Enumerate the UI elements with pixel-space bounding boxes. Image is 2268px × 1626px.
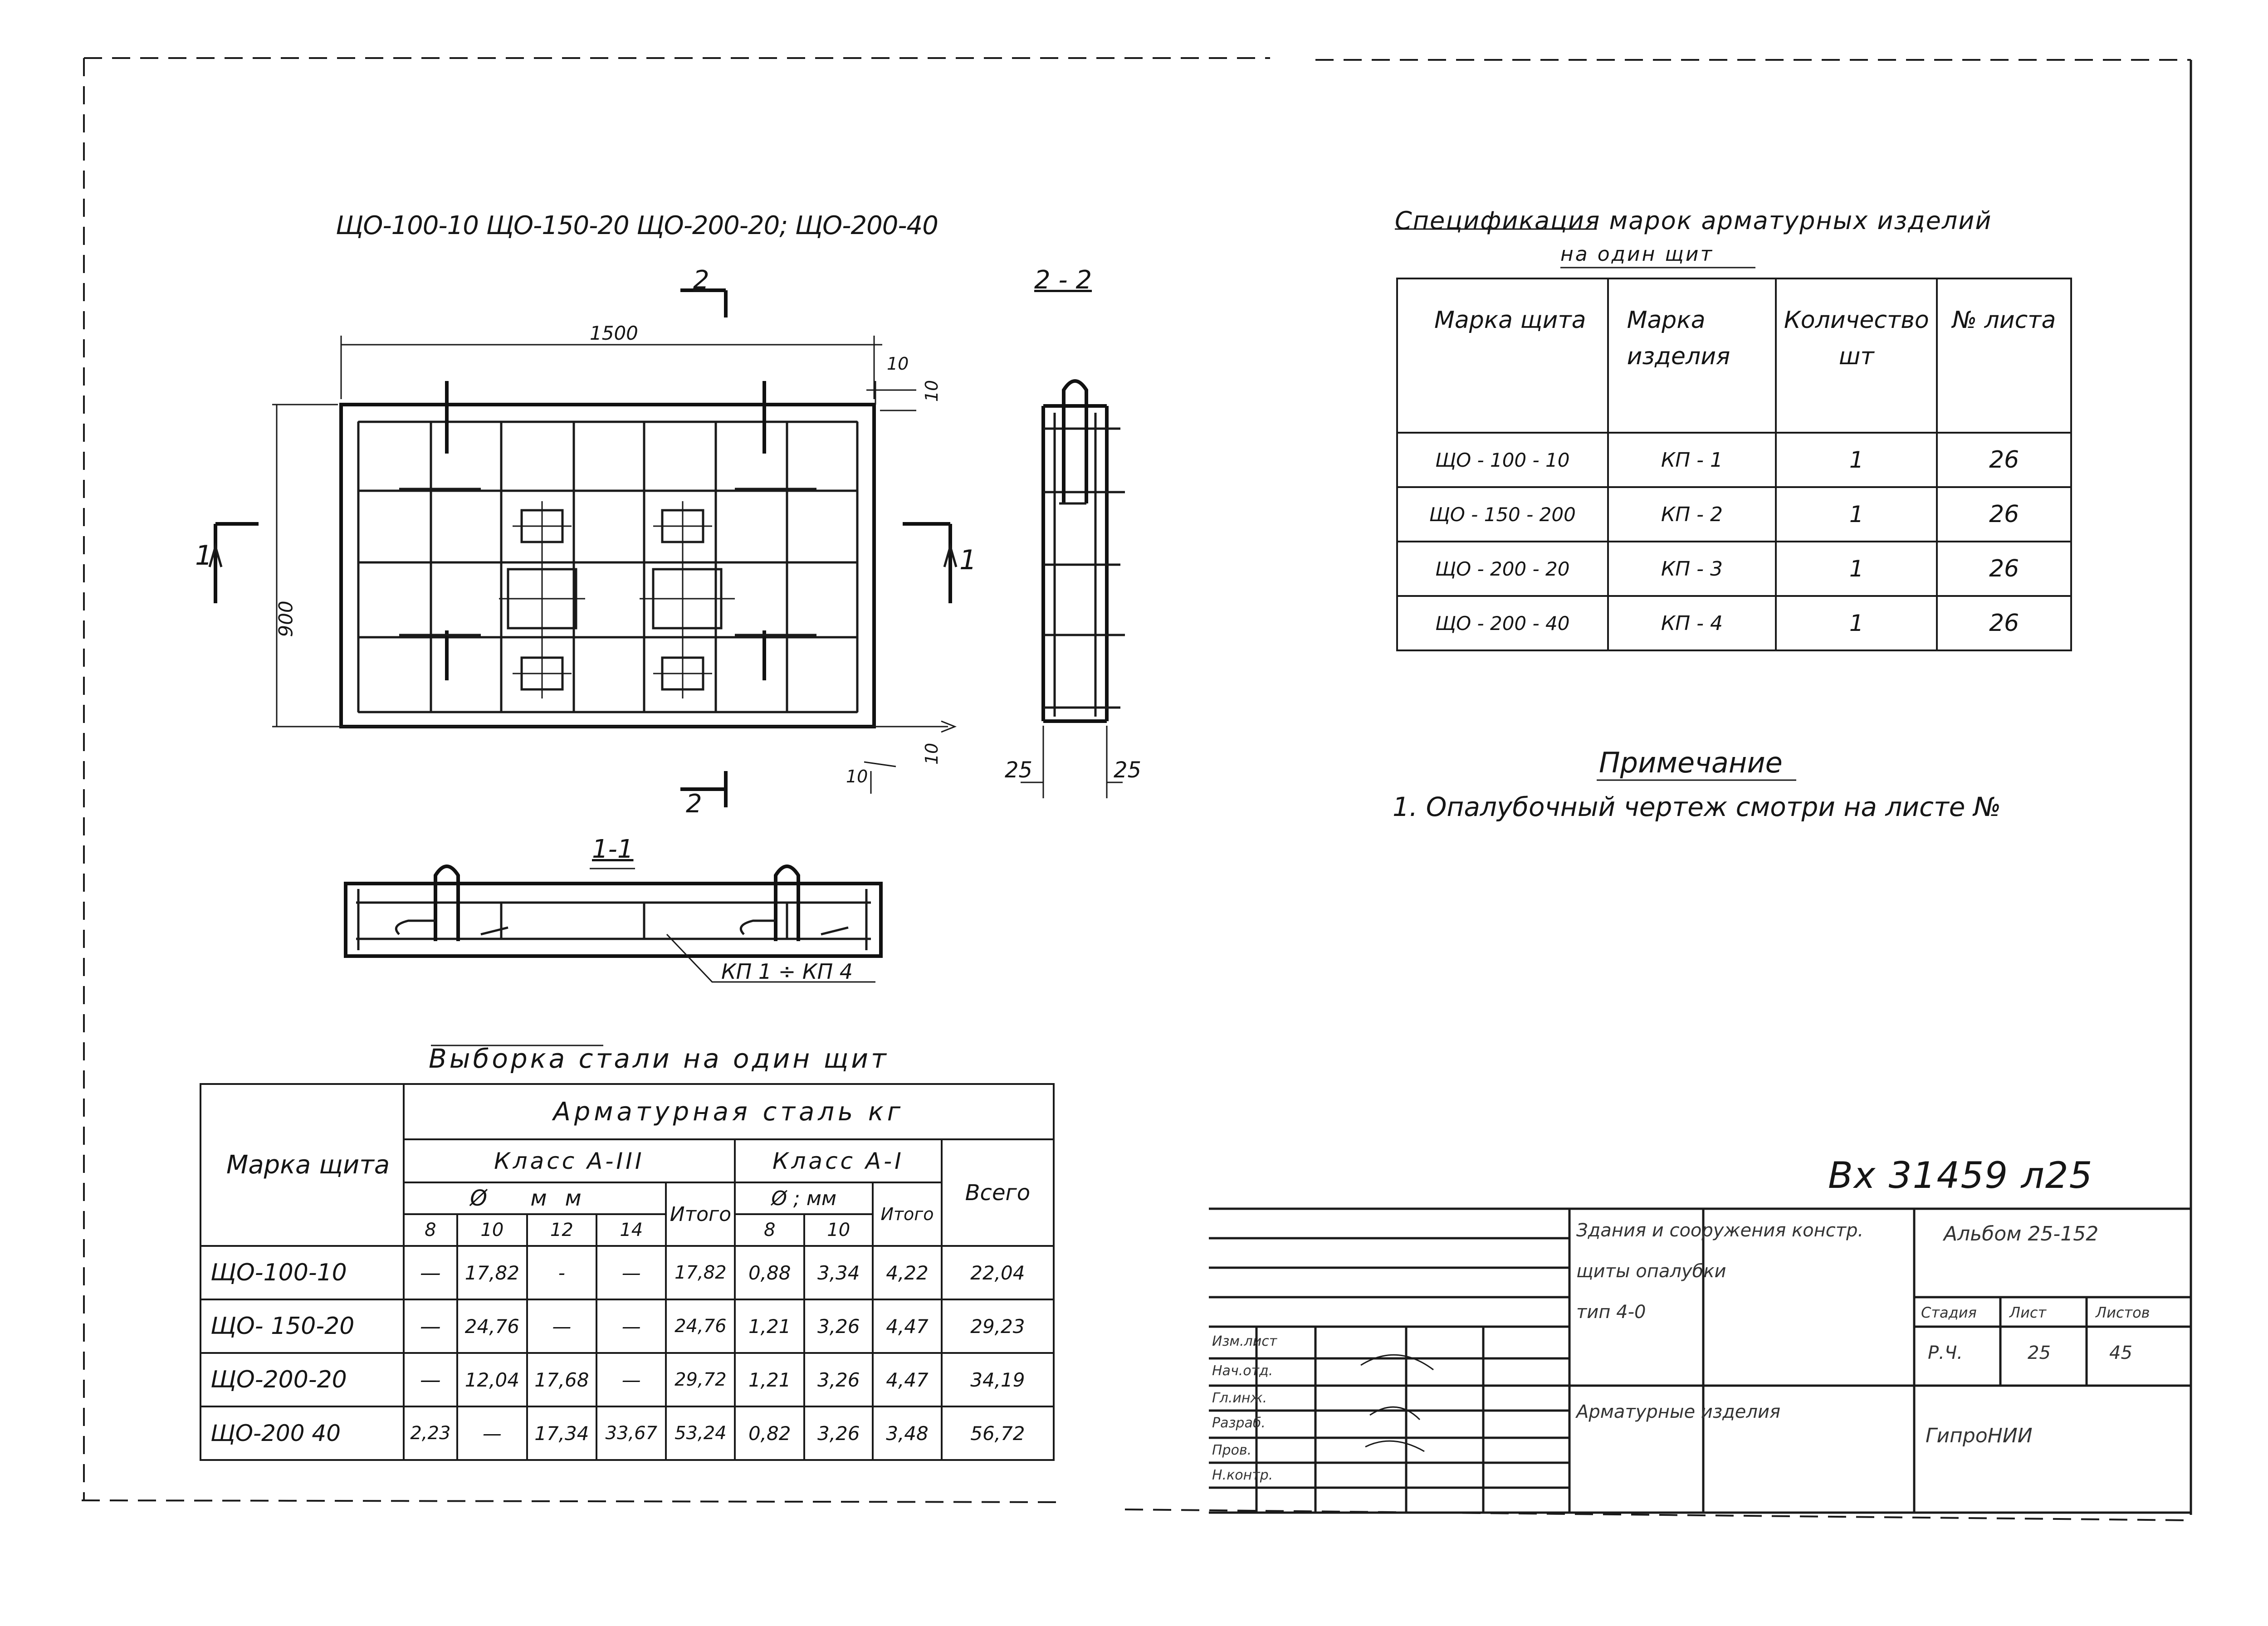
stamp-role: Н.контр. [1212, 1467, 1273, 1483]
steel-header-vsego: Всего [942, 1139, 1054, 1246]
spec-header-mark: Марка щита [1397, 278, 1608, 433]
steel-cell: 3,34 [804, 1246, 873, 1299]
steel-cell: 17,82 [666, 1246, 735, 1299]
steel-header-group: Арматурная сталь кг [404, 1084, 1054, 1139]
leader-kp: КП 1 ÷ КП 4 [721, 959, 853, 984]
stamp-sheet-label: Лист [2009, 1304, 2047, 1321]
steel-cell: ЩО-200 40 [200, 1406, 404, 1460]
table-row [200, 1406, 1054, 1460]
steel-diam-cell: 8 [404, 1214, 458, 1246]
stamp-desc-1: Здания и сооружения констр. [1576, 1220, 1864, 1241]
dim-10-b: 10 [922, 380, 942, 402]
section-2-2-label: 2 - 2 [1034, 265, 1092, 295]
steel-diam-cell: 12 [527, 1214, 596, 1246]
steel-cell: — [527, 1299, 596, 1353]
steel-cell: — [404, 1353, 458, 1406]
steel-cell: 4,47 [873, 1299, 941, 1353]
steel-cell: 4,22 [873, 1246, 941, 1299]
spec-cell: КП - 2 [1608, 487, 1776, 542]
steel-cell: ЩО- 150-20 [200, 1299, 404, 1353]
spec-cell: 1 [1776, 487, 1937, 542]
table-row [1397, 596, 2071, 650]
table-row [1397, 433, 2071, 487]
stamp-stage-value: Р.Ч. [1928, 1343, 1963, 1363]
spec-cell: КП - 1 [1608, 433, 1776, 487]
steel-cell: 56,72 [942, 1406, 1054, 1460]
steel-header-class-a3: Класс А-III [404, 1139, 735, 1182]
stamp-sheet-title: Арматурные изделия [1576, 1401, 1781, 1422]
steel-cell: 0,88 [735, 1246, 804, 1299]
steel-cell: 0,82 [735, 1406, 804, 1460]
spec-table [1396, 278, 2072, 651]
steel-cell: 33,67 [596, 1406, 666, 1460]
spec-cell: 1 [1776, 542, 1937, 596]
steel-cell: 2,23 [404, 1406, 458, 1460]
steel-diam-cell: 8 [735, 1214, 804, 1246]
steel-header-itogo2: Итого [873, 1182, 941, 1246]
section-2-label-bottom: 2 [686, 789, 702, 819]
steel-cell: — [596, 1299, 666, 1353]
stamp-sheets-value: 45 [2109, 1343, 2132, 1363]
stamp-desc-3: тип 4-0 [1576, 1302, 1646, 1323]
spec-subtitle: на один щит [1560, 243, 1714, 266]
dim-1500: 1500 [590, 322, 638, 344]
spec-cell: 26 [1937, 596, 2071, 650]
steel-header-diam2: Ø ; мм [735, 1182, 873, 1214]
section-2-2-view [1021, 381, 1125, 798]
spec-cell: КП - 4 [1608, 596, 1776, 650]
table-row [200, 1246, 1054, 1299]
spec-cell: КП - 3 [1608, 542, 1776, 596]
spec-cell: ЩО - 100 - 10 [1397, 433, 1608, 487]
steel-cell: ЩО-100-10 [200, 1246, 404, 1299]
steel-cell: 22,04 [942, 1246, 1054, 1299]
steel-cell: 12,04 [457, 1353, 527, 1406]
steel-cell: - [527, 1246, 596, 1299]
steel-cell: — [596, 1246, 666, 1299]
dim-10-c: 10 [846, 767, 868, 786]
steel-cell: 1,21 [735, 1353, 804, 1406]
steel-header-mark: Марка щита [200, 1084, 404, 1246]
stamp-role: Разраб. [1212, 1415, 1266, 1431]
steel-cell: 29,72 [666, 1353, 735, 1406]
spec-cell: ЩО - 200 - 20 [1397, 542, 1608, 596]
steel-cell: 17,34 [527, 1406, 596, 1460]
dim-25-left: 25 [1005, 757, 1033, 783]
stamp-org: ГипроНИИ [1926, 1424, 2033, 1447]
spec-cell: 26 [1937, 487, 2071, 542]
spec-cell: ЩО - 150 - 200 [1397, 487, 1608, 542]
steel-cell: 29,23 [942, 1299, 1054, 1353]
panel-plan-view [210, 290, 956, 807]
steel-diam-cell: 14 [596, 1214, 666, 1246]
section-1-label-left: 1 [195, 540, 213, 571]
steel-cell: 17,68 [527, 1353, 596, 1406]
stamp-sheets-label: Листов [2096, 1304, 2150, 1321]
stamp-stage-label: Стадия [1921, 1304, 1977, 1321]
steel-cell: 53,24 [666, 1406, 735, 1460]
steel-cell: — [596, 1353, 666, 1406]
spec-cell: ЩО - 200 - 40 [1397, 596, 1608, 650]
album-number: Альбом 25-152 [1944, 1222, 2099, 1245]
steel-cell: — [404, 1299, 458, 1353]
table-row [1397, 487, 2071, 542]
table-row [200, 1299, 1054, 1353]
section-1-1-label: 1-1 [592, 835, 634, 864]
section-2-label-top: 2 [693, 265, 709, 295]
spec-cell: 26 [1937, 542, 2071, 596]
dim-900: 900 [274, 601, 297, 637]
dim-25-right: 25 [1114, 757, 1142, 783]
spec-header-row [1397, 278, 2071, 433]
steel-header-diam: Ø мм [404, 1182, 666, 1214]
steel-header-itogo: Итого [666, 1182, 735, 1246]
note-title: Примечание [1599, 746, 1783, 779]
inventory-number: Вх 31459 л25 [1828, 1154, 2093, 1196]
steel-cell: — [404, 1246, 458, 1299]
steel-cell: 24,76 [666, 1299, 735, 1353]
steel-cell: 34,19 [942, 1353, 1054, 1406]
note-text: 1. Опалубочный чертеж смотри на листе № [1393, 791, 2001, 822]
steel-title: Выборка стали на один щит [429, 1043, 889, 1074]
steel-cell: 3,26 [804, 1299, 873, 1353]
spec-cell: 1 [1776, 433, 1937, 487]
table-row [1397, 542, 2071, 596]
steel-cell: 3,48 [873, 1406, 941, 1460]
spec-cell: 26 [1937, 433, 2071, 487]
stamp-role: Пров. [1212, 1442, 1252, 1458]
steel-cell: 3,26 [804, 1353, 873, 1406]
dim-10-d: 10 [922, 742, 942, 765]
spec-header-sheet: № листа [1937, 278, 2071, 433]
stamp-role: Изм.лист [1212, 1333, 1277, 1349]
steel-table [200, 1083, 1055, 1461]
steel-cell: 3,26 [804, 1406, 873, 1460]
steel-cell: — [457, 1406, 527, 1460]
spec-cell: 1 [1776, 596, 1937, 650]
steel-cell: 1,21 [735, 1299, 804, 1353]
steel-cell: 17,82 [457, 1246, 527, 1299]
spec-header-qty: Количество шт [1776, 278, 1937, 433]
spec-title: Спецификация марок арматурных изделий [1395, 206, 1992, 235]
stamp-role: Гл.инж. [1212, 1390, 1267, 1406]
spec-header-item: Марка изделия [1608, 278, 1776, 433]
steel-diam-cell: 10 [804, 1214, 873, 1246]
table-row [200, 1353, 1054, 1406]
stamp-sheet-value: 25 [2028, 1343, 2051, 1363]
dim-10-a: 10 [887, 354, 909, 374]
stamp-role: Нач.отд. [1212, 1363, 1273, 1379]
steel-header-class-a1: Класс А-I [735, 1139, 941, 1182]
marks-title: ЩО-100-10 ЩО-150-20 ЩО-200-20; ЩО-200-40 [336, 211, 938, 240]
steel-cell: 4,47 [873, 1353, 941, 1406]
steel-cell: ЩО-200-20 [200, 1353, 404, 1406]
steel-diam-cell: 10 [457, 1214, 527, 1246]
section-1-label-right: 1 [959, 544, 977, 576]
steel-cell: 24,76 [457, 1299, 527, 1353]
stamp-desc-2: щиты опалубки [1576, 1261, 1726, 1282]
